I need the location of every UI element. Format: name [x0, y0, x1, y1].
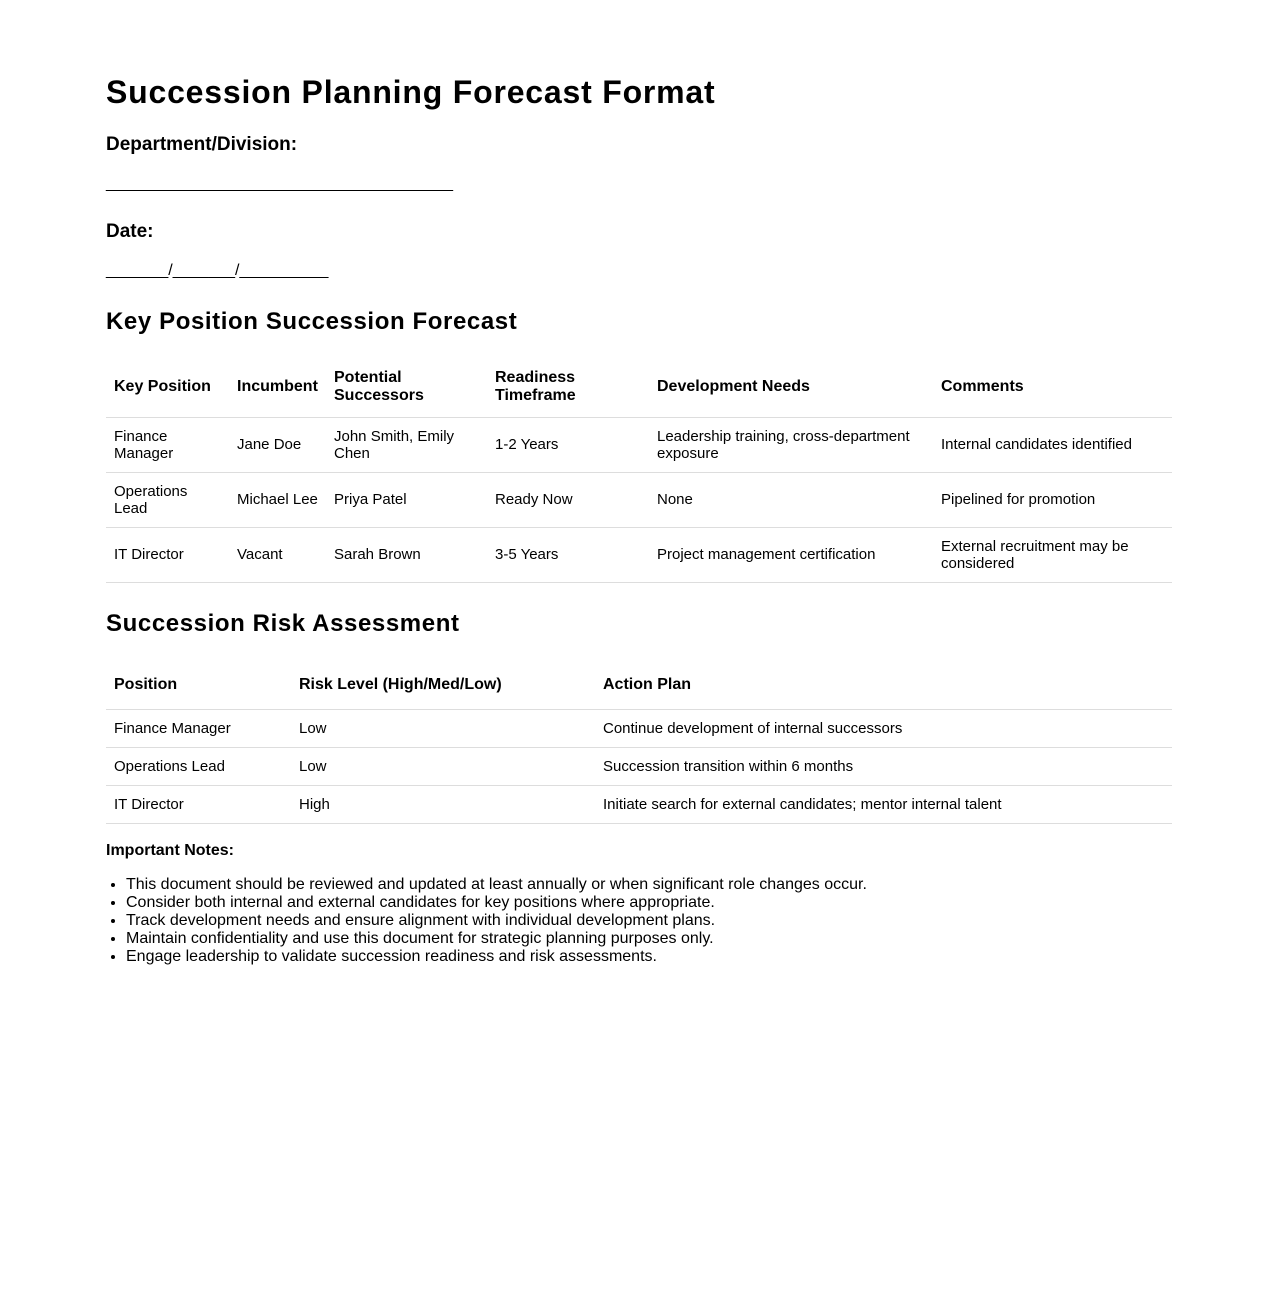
table-cell: Ready Now	[487, 472, 649, 527]
table-cell: Succession transition within 6 months	[595, 747, 1172, 785]
table-cell: Initiate search for external candidates; mentor internal talent	[595, 785, 1172, 823]
table-cell: Operations Lead	[106, 747, 291, 785]
column-header: Risk Level (High/Med/Low)	[291, 662, 595, 709]
table-row	[106, 747, 1172, 785]
table-cell: 1-2 Years	[487, 417, 649, 472]
list-item: • Maintain confidentiality and use this document for strategic planning purposes only.	[126, 930, 867, 948]
table-cell: 3-5 Years	[487, 527, 649, 582]
department-blank-line: _______________________________________	[106, 175, 454, 192]
table-cell: Jane Doe	[229, 417, 326, 472]
table-row	[106, 785, 1172, 823]
list-item: • Engage leadership to validate succession readiness and risk assessments.	[126, 948, 867, 966]
table-row	[106, 417, 1172, 472]
column-header: Comments	[933, 358, 1172, 417]
table-cell: Internal candidates identified	[933, 417, 1172, 472]
risk-header-row	[106, 662, 1172, 709]
table-cell: John Smith, Emily Chen	[326, 417, 487, 472]
table-row	[106, 709, 1172, 747]
forecast-section-heading: Key Position Succession Forecast	[106, 308, 518, 335]
table-cell: Low	[291, 709, 595, 747]
list-item: • Track development needs and ensure alignment with individual development plans.	[126, 912, 867, 930]
table-cell: Vacant	[229, 527, 326, 582]
table-cell: Finance Manager	[106, 709, 291, 747]
risk-table	[106, 662, 1172, 824]
table-cell: Operations Lead	[106, 472, 229, 527]
table-cell: IT Director	[106, 527, 229, 582]
table-cell: Continue development of internal successors	[595, 709, 1172, 747]
table-cell: Leadership training, cross-department exposure	[649, 417, 933, 472]
table-cell: Project management certification	[649, 527, 933, 582]
table-cell: Low	[291, 747, 595, 785]
column-header: Readiness Timeframe	[487, 358, 649, 417]
column-header: Potential Successors	[326, 358, 487, 417]
table-row	[106, 527, 1172, 582]
date-label: Date:	[106, 221, 154, 242]
department-label: Department/Division:	[106, 134, 298, 155]
column-header: Action Plan	[595, 662, 1172, 709]
column-header: Position	[106, 662, 291, 709]
column-header: Key Position	[106, 358, 229, 417]
table-cell: Pipelined for promotion	[933, 472, 1172, 527]
list-item: • Consider both internal and external candidates for key positions where appropriate.	[126, 894, 867, 912]
table-cell: Priya Patel	[326, 472, 487, 527]
document-title: Succession Planning Forecast Format	[106, 74, 716, 110]
table-row	[106, 472, 1172, 527]
date-blank-line: _______/_______/__________	[106, 262, 329, 279]
forecast-table	[106, 358, 1172, 583]
table-cell: External recruitment may be considered	[933, 527, 1172, 582]
column-header: Incumbent	[229, 358, 326, 417]
table-cell: Finance Manager	[106, 417, 229, 472]
table-cell: None	[649, 472, 933, 527]
list-item: • This document should be reviewed and updated at least annually or when significant role changes occur.	[126, 876, 867, 894]
forecast-header-row	[106, 358, 1172, 417]
table-cell: IT Director	[106, 785, 291, 823]
table-cell: Michael Lee	[229, 472, 326, 527]
notes-label: Important Notes:	[106, 842, 234, 859]
table-cell: Sarah Brown	[326, 527, 487, 582]
table-cell: High	[291, 785, 595, 823]
risk-section-heading: Succession Risk Assessment	[106, 610, 460, 637]
notes-list	[106, 876, 867, 966]
column-header: Development Needs	[649, 358, 933, 417]
